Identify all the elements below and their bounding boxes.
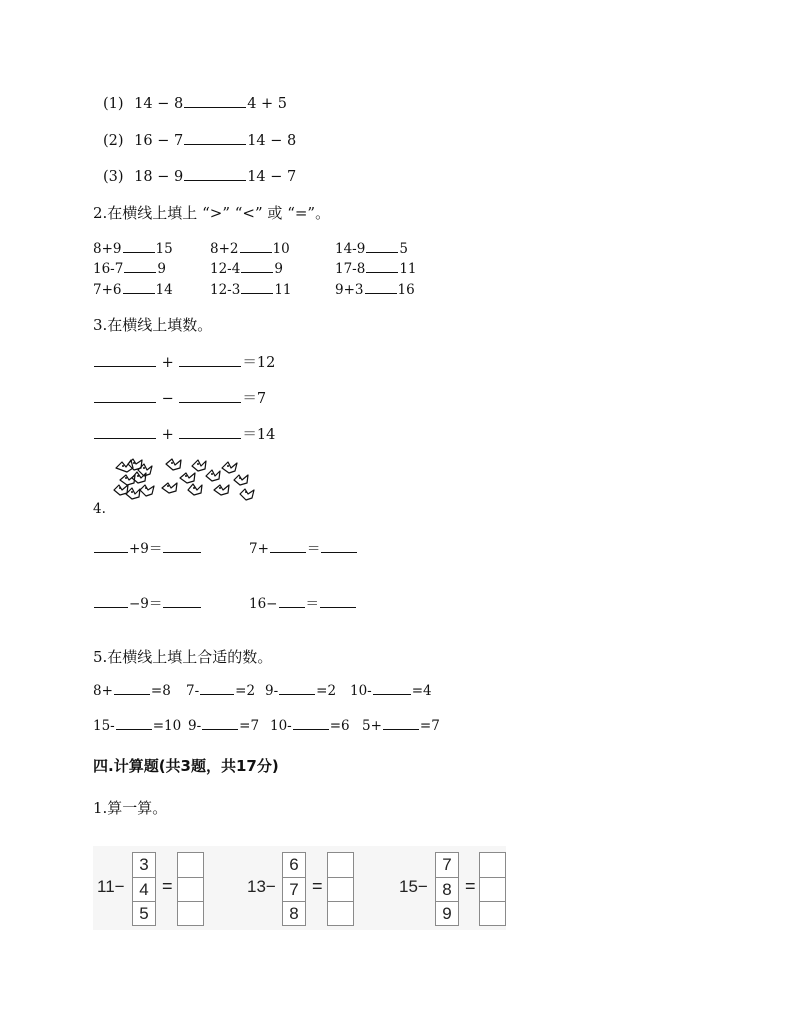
answer-blank[interactable] bbox=[163, 594, 201, 608]
q1-right-expr: 14 − 7 bbox=[247, 169, 297, 185]
q2-expr: 17-8 bbox=[335, 261, 366, 277]
answer-blank[interactable] bbox=[94, 539, 128, 553]
answer-box[interactable] bbox=[178, 877, 203, 901]
q2-item bbox=[210, 280, 292, 298]
q5-item bbox=[362, 716, 440, 734]
subtrahend-stack bbox=[282, 852, 306, 926]
answer-blank[interactable] bbox=[94, 594, 128, 608]
equals-sign: = bbox=[465, 876, 476, 896]
subtrahend-cell: 7 bbox=[283, 877, 305, 901]
q3-operator: − bbox=[161, 391, 174, 407]
q2-value: 9 bbox=[157, 261, 166, 277]
answer-blank[interactable] bbox=[184, 167, 246, 181]
answer-box[interactable] bbox=[480, 853, 505, 877]
q4-expr: 7+ bbox=[249, 541, 269, 557]
q2-value: 14 bbox=[155, 282, 173, 298]
q5-tail: =2 bbox=[316, 683, 337, 699]
q5-tail: =10 bbox=[152, 718, 182, 734]
answer-blank[interactable] bbox=[94, 389, 156, 403]
q2-value: 5 bbox=[399, 241, 408, 257]
q5-head: 15- bbox=[93, 718, 115, 734]
q2-item bbox=[210, 259, 283, 277]
q2-value: 11 bbox=[399, 261, 417, 277]
q2-expr: 9+3 bbox=[335, 282, 364, 298]
q1-row-3 bbox=[103, 167, 296, 185]
answer-box[interactable] bbox=[178, 901, 203, 925]
answer-blank[interactable] bbox=[366, 259, 398, 273]
q3-result: ＝7 bbox=[242, 391, 267, 407]
q4-expr: 16− bbox=[249, 596, 278, 612]
answer-blank[interactable] bbox=[365, 280, 397, 294]
answer-blank[interactable] bbox=[94, 353, 156, 367]
equals-sign: = bbox=[312, 876, 323, 896]
q5-head: 8+ bbox=[93, 683, 113, 699]
subtrahend-cell: 4 bbox=[133, 877, 155, 901]
answer-blank[interactable] bbox=[179, 353, 241, 367]
q5-tail: =8 bbox=[150, 683, 171, 699]
q2-expr: 12-3 bbox=[210, 282, 241, 298]
q4-equals: ＝ bbox=[306, 541, 321, 557]
q1-row-2 bbox=[103, 131, 296, 149]
answer-box[interactable] bbox=[328, 877, 353, 901]
q5-head: 7- bbox=[186, 683, 200, 699]
q1-right-expr: 4 + 5 bbox=[247, 96, 288, 112]
q5-item bbox=[265, 681, 336, 699]
q3-operator: + bbox=[161, 355, 174, 371]
answer-blank[interactable] bbox=[200, 681, 234, 695]
answer-blank[interactable] bbox=[366, 239, 398, 253]
answer-blank[interactable] bbox=[270, 539, 306, 553]
answer-stack bbox=[327, 852, 354, 926]
answer-blank[interactable] bbox=[94, 425, 156, 439]
q2-item bbox=[93, 239, 173, 257]
q1-left-expr: 14 − 8 bbox=[134, 96, 184, 112]
q2-value: 15 bbox=[155, 241, 173, 257]
answer-blank[interactable] bbox=[202, 716, 238, 730]
answer-blank[interactable] bbox=[241, 280, 273, 294]
subtrahend-cell: 3 bbox=[139, 855, 149, 874]
subtrahend-cell: 9 bbox=[436, 901, 458, 925]
q2-expr: 7+6 bbox=[93, 282, 122, 298]
answer-blank[interactable] bbox=[320, 594, 356, 608]
bird-flock-illustration bbox=[110, 456, 262, 508]
answer-stack bbox=[177, 852, 204, 926]
q5-tail: =7 bbox=[239, 718, 260, 734]
q4-row-2-left bbox=[93, 592, 202, 612]
q5-head: 10- bbox=[270, 718, 292, 734]
q2-item bbox=[93, 259, 166, 277]
calc-minuend: 15− bbox=[399, 877, 428, 896]
q5-item bbox=[188, 716, 259, 734]
answer-blank[interactable] bbox=[184, 131, 246, 145]
q1-row-1 bbox=[103, 94, 287, 112]
q3-row-1 bbox=[93, 351, 275, 372]
q2-expr: 14-9 bbox=[335, 241, 366, 257]
q3-result: ＝14 bbox=[242, 427, 276, 443]
answer-blank[interactable] bbox=[114, 681, 150, 695]
answer-blank[interactable] bbox=[123, 280, 155, 294]
subtrahend-cell: 7 bbox=[442, 855, 452, 874]
q3-title: 3.在横线上填数。 bbox=[93, 316, 213, 334]
subtraction-figure bbox=[93, 846, 506, 930]
answer-box[interactable] bbox=[328, 853, 353, 877]
answer-box[interactable] bbox=[480, 877, 505, 901]
calc-minuend: 11− bbox=[97, 877, 125, 896]
q2-expr: 12-4 bbox=[210, 261, 241, 277]
q4-expr: −9＝ bbox=[129, 596, 163, 612]
calc-minuend: 13− bbox=[247, 877, 276, 896]
answer-blank[interactable] bbox=[179, 425, 241, 439]
answer-box[interactable] bbox=[480, 901, 505, 925]
equals-sign: = bbox=[162, 876, 173, 896]
answer-blank[interactable] bbox=[241, 259, 273, 273]
answer-blank[interactable] bbox=[279, 594, 305, 608]
q5-item bbox=[270, 716, 350, 734]
q5-item bbox=[93, 681, 171, 699]
section-4-title: 四.计算题(共3题，共17分) bbox=[93, 757, 279, 775]
q1-left-expr: 18 − 9 bbox=[134, 169, 184, 185]
q2-value: 9 bbox=[274, 261, 283, 277]
answer-blank[interactable] bbox=[163, 539, 201, 553]
answer-blank[interactable] bbox=[184, 94, 246, 108]
q2-item bbox=[335, 280, 415, 298]
answer-blank[interactable] bbox=[373, 681, 411, 695]
q2-item bbox=[210, 239, 290, 257]
q5-tail: =2 bbox=[235, 683, 256, 699]
q2-value: 10 bbox=[272, 241, 290, 257]
answer-blank[interactable] bbox=[116, 716, 152, 730]
answer-blank[interactable] bbox=[383, 716, 419, 730]
q5-item bbox=[350, 681, 432, 699]
q1-label: (2) bbox=[103, 133, 124, 149]
subtrahend-stack bbox=[132, 852, 156, 926]
q1-right-expr: 14 − 8 bbox=[247, 133, 297, 149]
subtrahend-cell: 8 bbox=[436, 877, 458, 901]
q4-row-1-right bbox=[249, 537, 358, 557]
q4-row-1-left bbox=[93, 537, 202, 557]
answer-blank[interactable] bbox=[179, 389, 241, 403]
q5-title: 5.在横线上填上合适的数。 bbox=[93, 648, 273, 666]
answer-blank[interactable] bbox=[124, 259, 156, 273]
q2-expr: 8+9 bbox=[93, 241, 122, 257]
q4-row-2-right bbox=[249, 592, 357, 612]
answer-blank[interactable] bbox=[123, 239, 155, 253]
subtrahend-stack bbox=[435, 852, 459, 926]
q5-tail: =7 bbox=[419, 718, 440, 734]
q3-row-2 bbox=[93, 387, 266, 408]
q5-head: 9- bbox=[265, 683, 279, 699]
subtrahend-cell: 5 bbox=[133, 901, 155, 925]
q2-item bbox=[335, 259, 417, 277]
q3-operator: + bbox=[161, 427, 174, 443]
q5-tail: =4 bbox=[411, 683, 432, 699]
answer-blank[interactable] bbox=[279, 681, 315, 695]
q2-expr: 16-7 bbox=[93, 261, 124, 277]
section-4-subtitle: 1.算一算。 bbox=[93, 799, 168, 817]
answer-blank[interactable] bbox=[321, 539, 357, 553]
q2-item bbox=[93, 280, 173, 298]
q2-title: 2.在横线上填上 “>” “<” 或 “=”。 bbox=[93, 204, 331, 222]
q4-expr: +9＝ bbox=[129, 541, 163, 557]
q3-row-3 bbox=[93, 423, 275, 444]
q2-item bbox=[335, 239, 408, 257]
q5-head: 9- bbox=[188, 718, 202, 734]
q1-label: (1) bbox=[103, 96, 124, 112]
q1-label: (3) bbox=[103, 169, 124, 185]
answer-box[interactable] bbox=[178, 853, 203, 877]
answer-blank[interactable] bbox=[293, 716, 329, 730]
q5-head: 5+ bbox=[362, 718, 382, 734]
q2-value: 16 bbox=[397, 282, 415, 298]
answer-blank[interactable] bbox=[240, 239, 272, 253]
q5-item bbox=[93, 716, 181, 734]
q3-result: ＝12 bbox=[242, 355, 276, 371]
answer-box[interactable] bbox=[328, 901, 353, 925]
q4-number: 4. bbox=[93, 501, 106, 517]
subtrahend-cell: 6 bbox=[289, 855, 299, 874]
q5-item bbox=[186, 681, 255, 699]
q2-value: 11 bbox=[274, 282, 292, 298]
q2-expr: 8+2 bbox=[210, 241, 239, 257]
answer-stack bbox=[479, 852, 506, 926]
subtrahend-cell: 8 bbox=[283, 901, 305, 925]
q1-left-expr: 16 − 7 bbox=[134, 133, 184, 149]
q5-head: 10- bbox=[350, 683, 372, 699]
q4-equals: ＝ bbox=[305, 596, 319, 612]
q5-tail: =6 bbox=[329, 718, 350, 734]
